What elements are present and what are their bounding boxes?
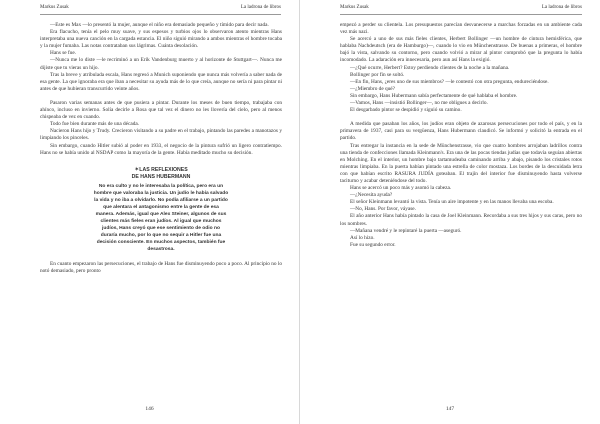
paragraph: Sin embargo, cuando Hitler subió al poder en 1933, el negocio de la pintura sufrió un ligero contratiempo. Hans no se había unido al NSDAP como la mayoría de la gente. Había meditado mucho su decisión.: [40, 142, 282, 156]
running-header-left: [40, 5, 281, 10]
box-title-line-1: LAS REFLEXIONES: [139, 166, 188, 173]
box-body: No era culto y no le interesaba la política, pero era un hombre que valoraba la justicia. Un judío le había salvado la vida y no iba a olvidarlo. No podía afiliarse a un partido que alentara el antagonismo entre la gente de esa manera. Además, igual que Alex Steiner, algunos de sus clientes más fieles eran judíos. Al igual que muchos judíos, Hans creyó que ese sentimiento de odio no duraría mucho, por lo que no sequir a Hitler fue una decisión consciente. En muchos aspectos, también fue desastrosa.: [93, 183, 229, 252]
page-number: 146: [145, 406, 154, 412]
paragraph: —¿Qué ocurre, Herbert? Estoy perdiendo clientes de la noche a la mañana.: [350, 64, 510, 71]
paragraph: Bollinger por fin se soltó.: [350, 71, 405, 78]
paragraph: empezó a perder su clientela. Los presupuestos parecían desvanecerse a marchas forzadas en un ambiente cada vez más nazi.: [340, 22, 582, 36]
paragraph: Todo fue bien durante más de una década.: [50, 121, 140, 128]
paragraph: Nacieron Hans hijo y Trudy. Crecieron visitando a su padre en el trabajo, pintando las paredes a manotazos y limpiando los pinceles.: [40, 128, 282, 142]
header-title: La ladrona de libros: [541, 5, 582, 10]
paragraph: Así lo hizo.: [350, 234, 375, 241]
paragraph: El desgarbado pintor se despidió y siguió su camino.: [350, 107, 462, 114]
paragraph: —Este es Max —lo presentó la mujer, aunque el niño era demasiado pequeño y tímido para decir nada.: [50, 22, 269, 28]
paragraph: Fue su segundo error.: [350, 241, 396, 248]
paragraph: Tras la breve y atribulada escala, Hans regresó a Munich suponiendo que nunca más volvería a saber nada de esa gente. La que ignoraba era que iban a necesitar su ayuda más de lo que creía, aunque no sería ni para pintar ni antes de que hubieran transcurrido veinte años.: [40, 71, 282, 92]
paragraph: Pasaron varias semanas antes de que pusiera a pintar. Durante los meses de buen tiempo, trabajaba con ahínco, incluso en invierno. Solía decirle a Rosa que tal vez el dinero no les llovería del cielo, pero al menos chispeaba de vez en cuando.: [40, 99, 282, 121]
paragraph: En cuanto empezaron las persecuciones, el trabajo de Hans fue disminuyendo poco a poco. Al principio no lo notó demasiado, pero pronto: [40, 260, 282, 274]
paragraph: Tras entregar la instancia en la sede de Münchenstrasse, vio que cuatro hombres arrojaban ladrillos contra una tienda de confecciones llamada Kleinmann's. Era una de las pocas tiendas judías que todavía seguían abiertas en Molching. En el interior, un hombre bajo tartamudeaba caminando arriba y abajo, pisando los cristales rotos mientras limpiaba. En la puerta habían pintado una estrella de color mostaza. Los bordes de la descuidada letra con que habían escrito RASURA JUDÍA goteaban. El trajín del interior fue disminuyendo hasta volverse taciturno y acabar deteniéndose del todo.: [340, 142, 582, 184]
paragraph: —Mañana vendré y le repintaré la puerta —aseguró.: [350, 227, 462, 234]
star-icon: ✶: [134, 166, 140, 173]
header-title: La ladrona de libros: [240, 5, 281, 10]
right-body-text: [340, 22, 582, 249]
paragraph: —¿Necesita ayuda?: [350, 192, 393, 199]
box-title: [94, 167, 229, 181]
paragraph: —Nunca me lo diste —le recriminó a un Erik Vandenburg muerto y al horizonte de Stuttgart—. Nunca me dijiste que tu vieras un hijo.: [40, 57, 282, 71]
left-body-text: [40, 22, 282, 275]
paragraph: A medida que pasaban los años, los judíos eran objeto de azarosas persecuciones por todo el país, y en la primavera de 1937, casi para su vergüenza, Hans Hubermann claudicó. Se informó y solicitó la entrada en el partido.: [340, 121, 582, 142]
paragraph: Se acercó a uno de sus más fieles clientes, Herbert Bollinger —un hombre de cintura hemisférica, que hablaba Nachdeutsch (era de Hamburgo)—, cuando lo vio en Münchenstrasse. De buenas a primeras, el hombre bajó la vista, salvando su contorno, pero cuando volvió a mirar al pintor comprobó que la pregunta lo había incomodado. La adaración era innecesaria, pero aun así Hans la exigió.: [340, 36, 582, 64]
page-number: 147: [445, 406, 455, 412]
paragraph: Hans se acercó un poco más y asomó la cabeza.: [350, 185, 452, 192]
paragraph: —En fin, Hans, ¿eres uno de sus miembros? —le contestó con otra pregunta, endureciéndose.: [350, 78, 549, 85]
running-header-right: [340, 5, 582, 10]
header-rule: [340, 14, 582, 15]
paragraph: —¿Miembro de qué?: [350, 85, 396, 92]
box-title-line-2: DE HANS HUBERMANN: [131, 173, 191, 180]
paragraph: Sin embargo, Hans Hubermann sabía perfectamente de qué hablaba el hombre.: [350, 92, 518, 99]
paragraph: Hans se fue.: [50, 50, 77, 57]
paragraph: El año anterior Hans había pintado la casa de Joel Kleinmann. Recordaba a sus tres hijos y sus caras, pero no los nombres.: [340, 213, 582, 227]
paragraph: Era flacucho, tenía el pelo muy suave, y sus espesos y turbios ojos lo observaron atento mientras Hans interpretaba una nueva canción en la cargada estancia. El niño siguió mirando a ambos mientras el hombre tocaba y la mujer fumaba. Las notas contrataban sus lágrimas. Cuánta desolación.: [40, 29, 282, 50]
paragraph: —Vamos, Hans —insistió Bollinger—, no me obligues a decirlo.: [350, 100, 488, 107]
right-page: [300, 0, 600, 424]
reflection-box: [94, 167, 229, 253]
paragraph: El señor Kleinmann levantó la vista. Tenía un aire impotente y en las manos llevaba una escoba.: [350, 199, 554, 206]
header-author: Markus Zusak: [340, 5, 369, 10]
header-author: Markus Zusak: [40, 5, 69, 10]
header-rule: [40, 14, 281, 15]
paragraph: —No, Hans. Por favor, váyase.: [350, 206, 416, 213]
